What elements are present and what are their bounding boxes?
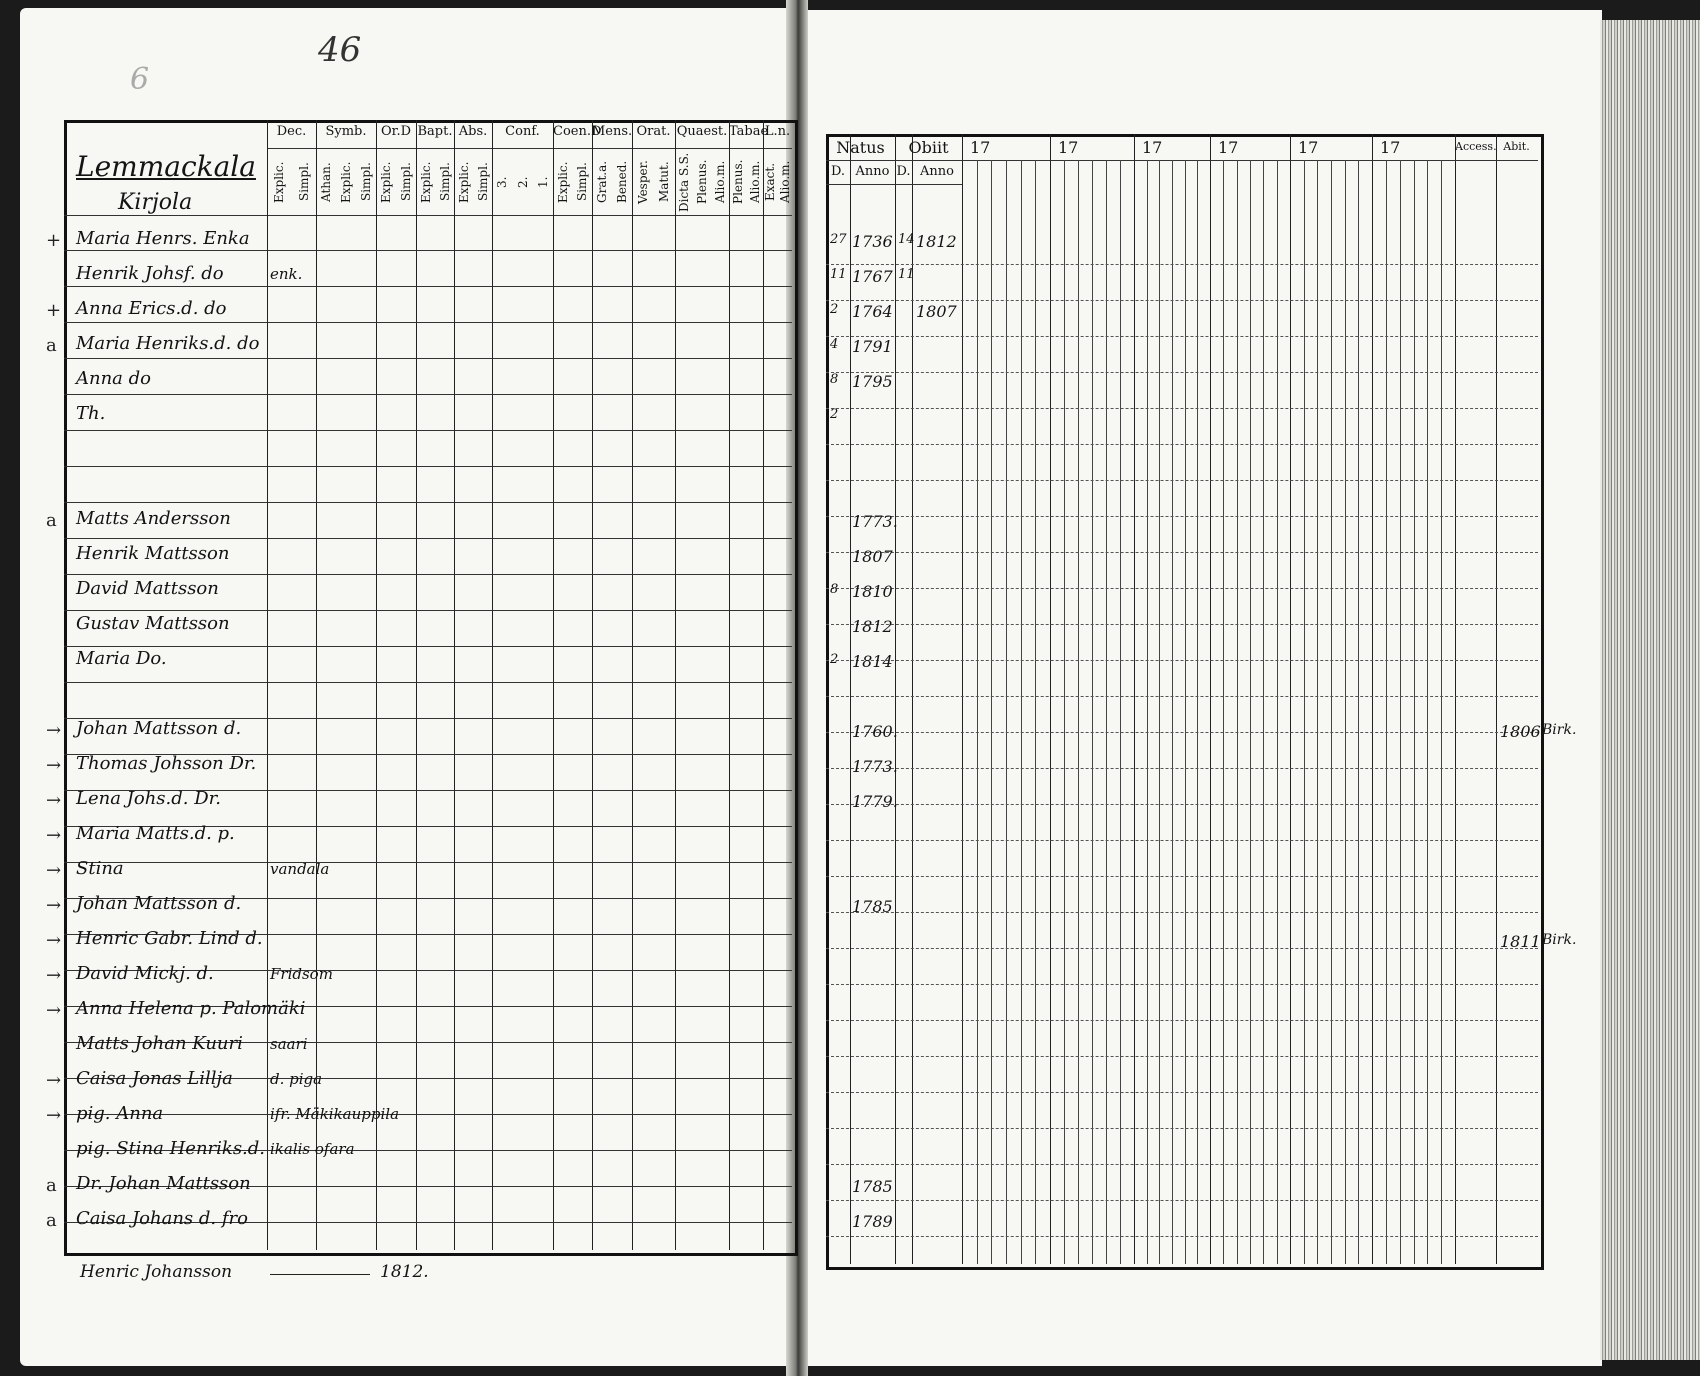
right-row-rule (826, 1128, 1538, 1129)
left-col-header: Or.D (381, 124, 411, 139)
row-marker: a (46, 1175, 57, 1196)
left-col-line (454, 120, 455, 1250)
right-row-rule (826, 768, 1538, 769)
left-col-line (267, 120, 268, 1250)
left-col-line (416, 120, 417, 1250)
right-row-rule (826, 912, 1538, 913)
left-row-rule (64, 286, 792, 287)
person-name: Gustav Mattsson (76, 613, 230, 634)
person-name: Stina (76, 858, 124, 879)
right-row-rule (826, 300, 1538, 301)
person-name: Thomas Johsson Dr. (76, 753, 257, 774)
year-subcol-line (1331, 160, 1332, 1264)
right-row-rule (826, 408, 1538, 409)
right-row-rule (826, 840, 1538, 841)
row-marker: → (46, 860, 62, 881)
row-marker: → (46, 720, 62, 741)
year-subcol-line (1358, 160, 1359, 1264)
left-col-subheader: Explic. (555, 161, 570, 203)
year-subcol-line (1021, 160, 1022, 1264)
left-row-rule (64, 502, 792, 503)
left-row-rule (64, 466, 792, 467)
right-col-line (1050, 134, 1051, 1264)
person-name: Henrik Johsf. do (76, 263, 224, 284)
right-row-rule (826, 984, 1538, 985)
year-subcol-line (1106, 160, 1107, 1264)
right-row-rule (826, 372, 1538, 373)
row-marker: → (46, 965, 62, 986)
right-row-rule (826, 1164, 1538, 1165)
right-col-line (912, 134, 913, 1264)
year-subcol-line (1250, 160, 1251, 1264)
left-col-header: Mens. (592, 124, 633, 139)
year-subcol-line (1035, 160, 1036, 1264)
natus-year: 1812 (852, 617, 893, 636)
natus-year: 1785 (852, 1177, 893, 1196)
person-name: Anna Erics.d. do (76, 298, 227, 319)
right-col-header: Access. (1455, 140, 1497, 153)
left-col-subheader: Dicta S.S. (677, 152, 691, 212)
left-col-header: Quaest. (676, 124, 728, 139)
left-col-subheader: Alio.m. (713, 160, 727, 204)
left-col-subheader: Explic. (272, 161, 287, 203)
left-col-subheader: Vesper. (635, 160, 650, 204)
person-name: Caisa Jonas Lillja (76, 1068, 233, 1089)
right-row-rule (826, 264, 1538, 265)
footer-rule (270, 1274, 370, 1275)
year-header: 17 (1380, 138, 1401, 157)
year-header: 17 (1058, 138, 1079, 157)
left-col-subheader: Simpl. (399, 162, 413, 202)
row-marker: a (46, 335, 57, 356)
person-name: pig. Stina Henriks.d. (76, 1138, 266, 1159)
right-col-line (1455, 134, 1456, 1264)
year-subcol-line (1064, 160, 1065, 1264)
right-row-rule (826, 1020, 1538, 1021)
right-row-rule (826, 804, 1538, 805)
left-col-subheader: Simpl. (475, 162, 490, 202)
access-year: 1811 (1500, 932, 1541, 951)
row-marker: → (46, 1070, 62, 1091)
natus-year: 1736 (852, 232, 893, 251)
right-row-rule (826, 336, 1538, 337)
left-col-subheader: Grat.a. (595, 160, 609, 204)
faint-page-mark: 6 (130, 62, 150, 97)
left-col-subheader: Explic. (418, 161, 433, 203)
right-row-rule (826, 660, 1538, 661)
row-marker: → (46, 1000, 62, 1021)
left-row-rule (64, 646, 792, 647)
year-header: 17 (970, 138, 991, 157)
left-col-subheader: 2. (515, 176, 530, 188)
left-col-subheader: Bened. (615, 160, 629, 204)
year-subcol-line (1263, 160, 1264, 1264)
left-row-rule (64, 538, 792, 539)
year-subcol-line (1172, 160, 1173, 1264)
right-header-rule (826, 160, 1538, 161)
person-note: Fridsom (270, 965, 333, 983)
left-col-header: Bapt. (417, 124, 453, 139)
right-col-subheader: Anno (855, 164, 890, 179)
left-row-rule (64, 610, 792, 611)
right-row-rule (826, 1236, 1538, 1237)
left-col-subheader: Alio.m. (777, 160, 792, 204)
person-note: vandala (270, 860, 330, 878)
left-col-subheader: Simpl. (359, 162, 373, 202)
left-row-rule (64, 862, 792, 863)
left-col-subheader: Plenus. (730, 159, 745, 205)
left-col-line (553, 120, 554, 1250)
person-name: Johan Mattsson d. (76, 718, 242, 739)
year-subcol-line (1159, 160, 1160, 1264)
right-col-header: Obiit (908, 138, 949, 157)
left-col-header: Conf. (505, 124, 540, 139)
right-col-subheader: D. (830, 164, 846, 179)
natus-day: 8 (830, 582, 839, 597)
left-col-subheader: 1. (535, 176, 550, 188)
right-col-line (962, 134, 963, 1264)
right-row-rule (826, 1092, 1538, 1093)
natus-year: 1814 (852, 652, 893, 671)
year-subcol-line (1427, 160, 1428, 1264)
right-col-header: Abit. (1503, 140, 1530, 153)
village-title: Lemmackala (76, 150, 256, 183)
left-col-subheader: Simpl. (437, 162, 452, 202)
natus-year: 1773. (852, 757, 898, 776)
natus-day: 4 (830, 337, 839, 352)
right-row-rule (826, 624, 1538, 625)
year-subcol-line (1277, 160, 1278, 1264)
left-col-line (492, 120, 493, 1250)
left-col-header: Dec. (276, 124, 307, 139)
right-row-rule (826, 480, 1538, 481)
natus-year: 1807 (852, 547, 893, 566)
row-marker: → (46, 755, 62, 776)
page-edges (1600, 20, 1700, 1360)
year-subcol-line (1185, 160, 1186, 1264)
left-col-header: Tabae (729, 124, 769, 139)
person-note: ifr. Mäkikauppila (270, 1105, 400, 1123)
person-name: David Mattsson (76, 578, 219, 599)
left-col-header: Abs. (458, 124, 488, 139)
person-name: Henric Gabr. Lind d. (76, 928, 263, 949)
natus-year: 1791 (852, 337, 893, 356)
right-col-line (1372, 134, 1373, 1264)
right-col-subheader: Anno (920, 164, 954, 179)
natus-day: 11 (830, 267, 847, 282)
row-marker: + (46, 230, 62, 251)
year-subcol-line (1147, 160, 1148, 1264)
left-col-line (729, 120, 730, 1250)
left-row-rule (64, 250, 792, 251)
person-note: d. piga (270, 1070, 323, 1088)
right-row-rule (826, 948, 1538, 949)
person-name: Maria Henriks.d. do (76, 333, 260, 354)
right-row-rule (826, 1200, 1538, 1201)
person-name: Matts Andersson (76, 508, 231, 529)
natus-year: 1785 (852, 897, 893, 916)
person-name: Maria Do. (76, 648, 167, 669)
left-col-header: Coen.D (553, 124, 602, 139)
left-col-line (592, 120, 593, 1250)
abit-place: Birk. (1542, 932, 1577, 948)
footer-year: 1812. (380, 1262, 429, 1282)
natus-day: 2 (830, 407, 839, 422)
person-name: Henrik Mattsson (76, 543, 230, 564)
left-col-subheader: Explic. (456, 161, 471, 203)
natus-year: 1779. (852, 792, 898, 811)
right-col-line (1496, 134, 1497, 1264)
right-col-header: Natus (836, 138, 885, 157)
person-name: Dr. Johan Mattsson (76, 1173, 251, 1194)
year-subcol-line (1304, 160, 1305, 1264)
natus-day: 2 (830, 652, 839, 667)
year-subcol-line (1345, 160, 1346, 1264)
year-subcol-line (991, 160, 992, 1264)
person-note: ikalis ofara (270, 1140, 355, 1158)
obiit-day: 14 (898, 232, 915, 247)
natus-day: 27 (830, 232, 847, 247)
row-marker: + (46, 300, 62, 321)
year-subcol-line (1414, 160, 1415, 1264)
right-row-rule (826, 696, 1538, 697)
person-name: Caisa Johans d. fro (76, 1208, 248, 1229)
left-col-header: Orat. (636, 124, 671, 139)
right-col-line (1290, 134, 1291, 1264)
year-subcol-line (1317, 160, 1318, 1264)
natus-year: 1810 (852, 582, 893, 601)
year-subcol-line (1223, 160, 1224, 1264)
abit-place: Birk. (1542, 722, 1577, 738)
person-name: Matts Johan Kuuri (76, 1033, 243, 1054)
left-col-header: Symb. (325, 124, 367, 139)
obiit-year: 1812 (916, 232, 957, 251)
year-subcol-line (1197, 160, 1198, 1264)
right-col-line (1134, 134, 1135, 1264)
left-col-subheader: 3. (495, 176, 510, 188)
access-year: 1806 (1500, 722, 1541, 741)
person-note: enk. (270, 265, 303, 283)
person-name: Lena Johs.d. Dr. (76, 788, 222, 809)
right-row-rule (826, 588, 1538, 589)
right-row-rule (826, 732, 1538, 733)
row-marker: a (46, 510, 57, 531)
left-col-line (675, 120, 676, 1250)
left-row-rule (64, 430, 792, 431)
right-subheader-rule (826, 184, 962, 185)
row-marker: → (46, 790, 62, 811)
left-col-subheader: Alio.m. (747, 160, 762, 204)
left-col-subheader: Athan. (319, 162, 333, 202)
left-col-subheader: Explic. (379, 161, 393, 203)
left-col-subheader: Matut. (657, 161, 672, 203)
natus-year: 1760. (852, 722, 898, 741)
year-subcol-line (1078, 160, 1079, 1264)
row-marker: → (46, 895, 62, 916)
person-name: Th. (76, 403, 106, 424)
year-header: 17 (1142, 138, 1163, 157)
obiit-day: 11 (898, 267, 915, 282)
year-subcol-line (1120, 160, 1121, 1264)
left-col-line (632, 120, 633, 1250)
right-row-rule (826, 516, 1538, 517)
left-col-header: L.n. (764, 124, 791, 139)
person-name: Anna do (76, 368, 151, 389)
row-marker: → (46, 825, 62, 846)
right-row-rule (826, 876, 1538, 877)
natus-day: 8 (830, 372, 839, 387)
person-name: Johan Mattsson d. (76, 893, 242, 914)
left-row-rule (64, 682, 792, 683)
row-marker: → (46, 1105, 62, 1126)
left-col-subheader: Explic. (339, 161, 353, 203)
right-row-rule (826, 1056, 1538, 1057)
natus-year: 1764 (852, 302, 893, 321)
footer-name: Henric Johansson (80, 1262, 233, 1282)
right-row-rule (826, 444, 1538, 445)
year-header: 17 (1298, 138, 1319, 157)
natus-year: 1767 (852, 267, 893, 286)
left-col-subheader: Plenus. (695, 159, 709, 205)
left-row-rule (64, 1114, 792, 1115)
natus-day: 2 (830, 302, 839, 317)
left-col-line (763, 120, 764, 1250)
left-col-line (376, 120, 377, 1250)
left-col-subheader: Simpl. (575, 162, 590, 202)
year-subcol-line (1092, 160, 1093, 1264)
left-row-rule (64, 358, 792, 359)
folio-number: 46 (318, 30, 362, 70)
obiit-year: 1807 (916, 302, 957, 321)
year-header: 17 (1218, 138, 1239, 157)
natus-year: 1773. (852, 512, 898, 531)
row-marker: → (46, 930, 62, 951)
right-col-line (850, 134, 851, 1264)
person-name: Maria Matts.d. p. (76, 823, 235, 844)
person-name: Anna Helena p. Palomäki (76, 998, 306, 1019)
row-marker: a (46, 1210, 57, 1231)
left-col-subheader: Exact. (763, 162, 778, 202)
right-col-line (1210, 134, 1211, 1264)
year-subcol-line (1237, 160, 1238, 1264)
right-col-line (895, 134, 896, 1264)
person-note: saari (270, 1035, 308, 1053)
year-subcol-line (977, 160, 978, 1264)
person-name: pig. Anna (76, 1103, 164, 1124)
person-name: David Mickj. d. (76, 963, 214, 984)
left-row-rule (64, 574, 792, 575)
natus-year: 1795 (852, 372, 893, 391)
left-row-rule (64, 322, 792, 323)
person-name: Maria Henrs. Enka (76, 228, 250, 249)
farm-title: Kirjola (118, 190, 193, 215)
left-col-subheader: Simpl. (296, 162, 311, 202)
year-subcol-line (1400, 160, 1401, 1264)
left-row-rule (64, 394, 792, 395)
year-subcol-line (1441, 160, 1442, 1264)
natus-year: 1789 (852, 1212, 893, 1231)
left-header-top-rule (267, 148, 792, 149)
right-row-rule (826, 552, 1538, 553)
right-col-subheader: D. (896, 164, 911, 179)
year-subcol-line (1006, 160, 1007, 1264)
left-header-rule (64, 215, 792, 216)
year-subcol-line (1386, 160, 1387, 1264)
